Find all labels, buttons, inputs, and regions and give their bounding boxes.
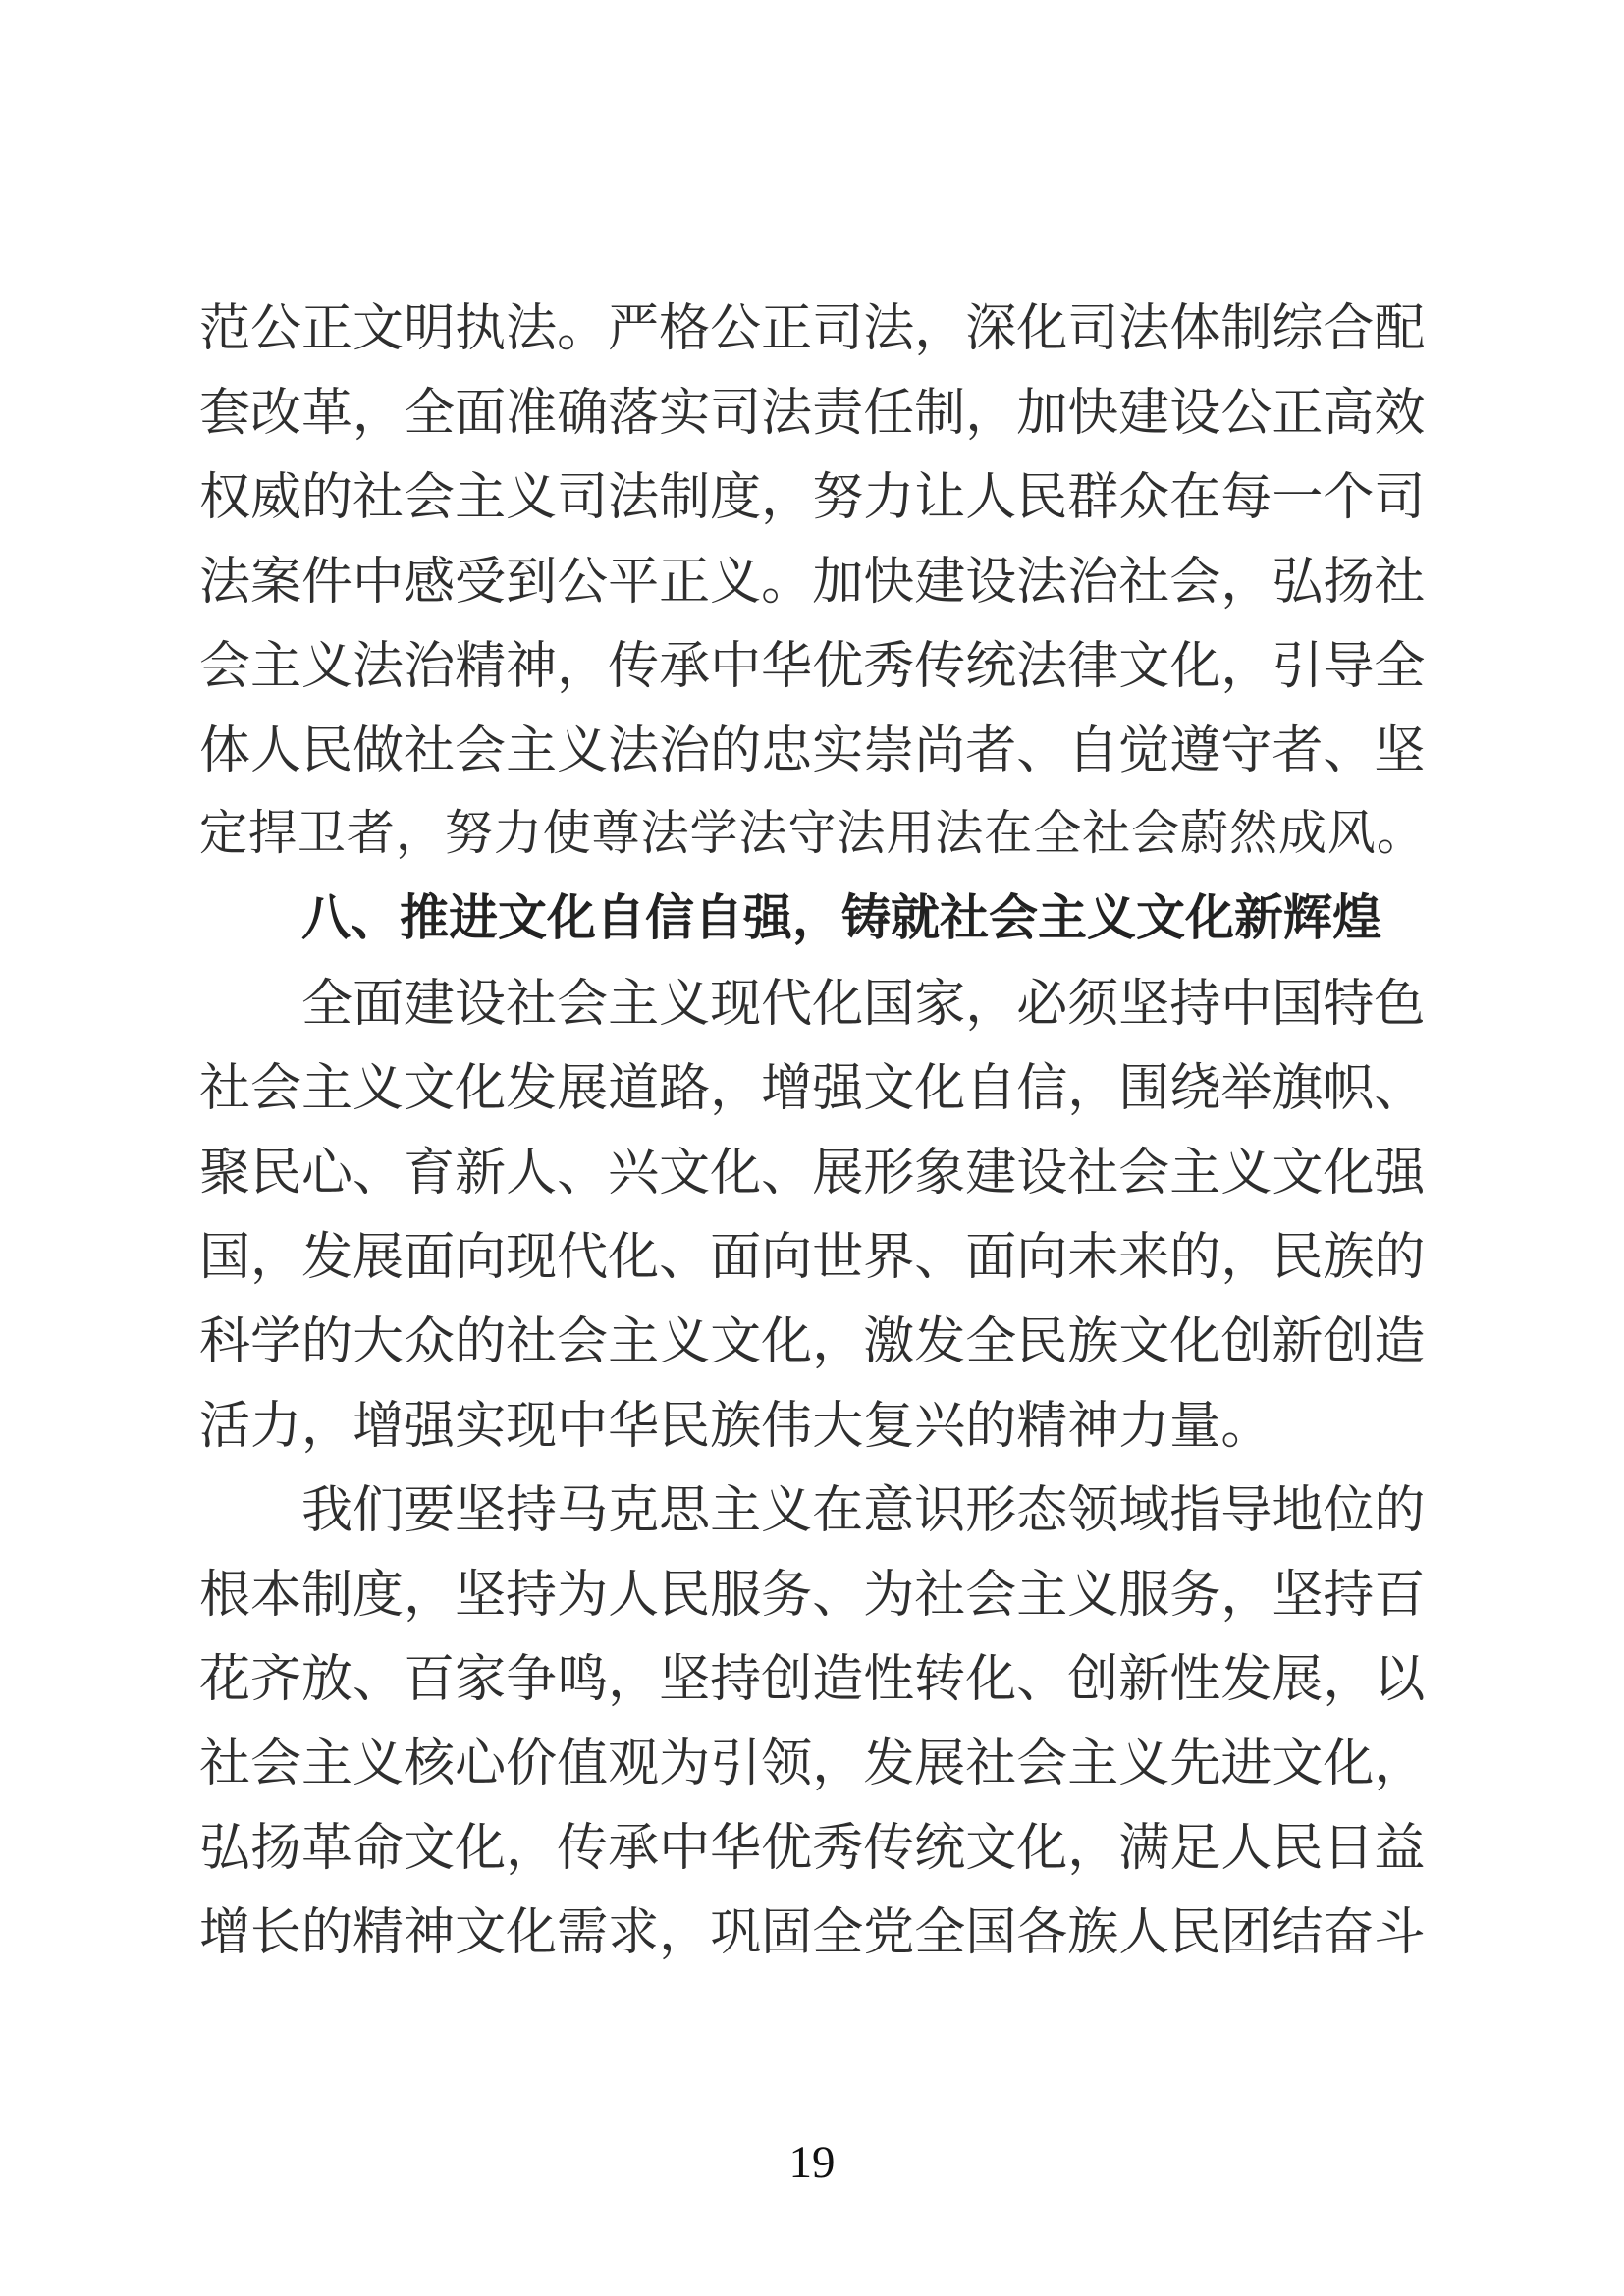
section-heading: 八 、 推 进 文 化 自 信 自 强 ， 铸 就 社 会 主 义 文 化 新 辉 煌	[199, 872, 1425, 956]
body-line: 活 力 ， 增 强 实 现 中 华 民 族 伟 大 复 兴 的 精 神 力 量 。	[199, 1398, 1272, 1455]
body-line: 法 案 件 中 感 受 到 公 平 正 义 。 加 快 建 设 法 治 社 会 ， 弘 扬 社	[199, 554, 1426, 611]
body-line: 聚 民 心 、 育 新 人 、 兴 文 化 、 展 形 象 建 设 社 会 主 义 文 化 强	[199, 1145, 1426, 1201]
body-line: 增 长 的 精 神 文 化 需 求 ， 巩 固 全 党 全 国 各 族 人 民 团 结 奋 斗	[199, 1904, 1426, 1961]
body-line: 范 公 正 文 明 执 法 。 严 格 公 正 司 法 ， 深 化 司 法 体 制 综 合 配	[199, 300, 1426, 357]
body-line: 体 人 民 做 社 会 主 义 法 治 的 忠 实 崇 尚 者 、 自 觉 遵 守 者 、 坚	[199, 722, 1426, 779]
body-line: 我 们 要 坚 持 马 克 思 主 义 在 意 识 形 态 领 域 指 导 地 位 的	[199, 1463, 1425, 1547]
body-line: 弘 扬 革 命 文 化 ， 传 承 中 华 优 秀 传 统 文 化 ， 满 足 人 民 日 益	[199, 1820, 1426, 1877]
body-line: 社 会 主 义 核 心 价 值 观 为 引 领 ， 发 展 社 会 主 义 先 进 文 化 ，	[199, 1735, 1426, 1792]
body-line: 根 本 制 度 ， 坚 持 为 人 民 服 务 、 为 社 会 主 义 服 务 ， 坚 持 百	[199, 1567, 1426, 1624]
first-line-indent	[199, 998, 301, 999]
body-line: 国 ， 发 展 面 向 现 代 化 、 面 向 世 界 、 面 向 未 来 的 ， 民 族 的	[199, 1229, 1426, 1286]
page-body	[199, 281, 1425, 1969]
body-line: 权 威 的 社 会 主 义 司 法 制 度 ， 努 力 让 人 民 群 众 在 每 一 个 司	[199, 469, 1426, 526]
body-line: 定 捍 卫 者 ， 努 力 使 尊 法 学 法 守 法 用 法 在 全 社 会 蔚 然 成 风 。	[199, 806, 1425, 860]
body-line: 全 面 建 设 社 会 主 义 现 代 化 国 家 ， 必 须 坚 持 中 国 特 色	[199, 956, 1425, 1041]
page-number: 19	[788, 2137, 836, 2188]
body-line: 社 会 主 义 文 化 发 展 道 路 ， 增 强 文 化 自 信 ， 围 绕 举 旗 帜 、	[199, 1060, 1426, 1117]
body-line: 花 齐 放 、 百 家 争 鸣 ， 坚 持 创 造 性 转 化 、 创 新 性 发 展 ， 以	[199, 1651, 1426, 1708]
first-line-indent	[199, 1505, 301, 1506]
body-line: 套 改 革 ， 全 面 准 确 落 实 司 法 责 任 制 ， 加 快 建 设 公 正 高 效	[199, 385, 1426, 442]
body-line: 会 主 义 法 治 精 神 ， 传 承 中 华 优 秀 传 统 法 律 文 化 ， 引 导 全	[199, 638, 1426, 695]
body-line: 科 学 的 大 众 的 社 会 主 义 文 化 ， 激 发 全 民 族 文 化 创 新 创 造	[199, 1313, 1426, 1370]
first-line-indent	[199, 914, 301, 915]
